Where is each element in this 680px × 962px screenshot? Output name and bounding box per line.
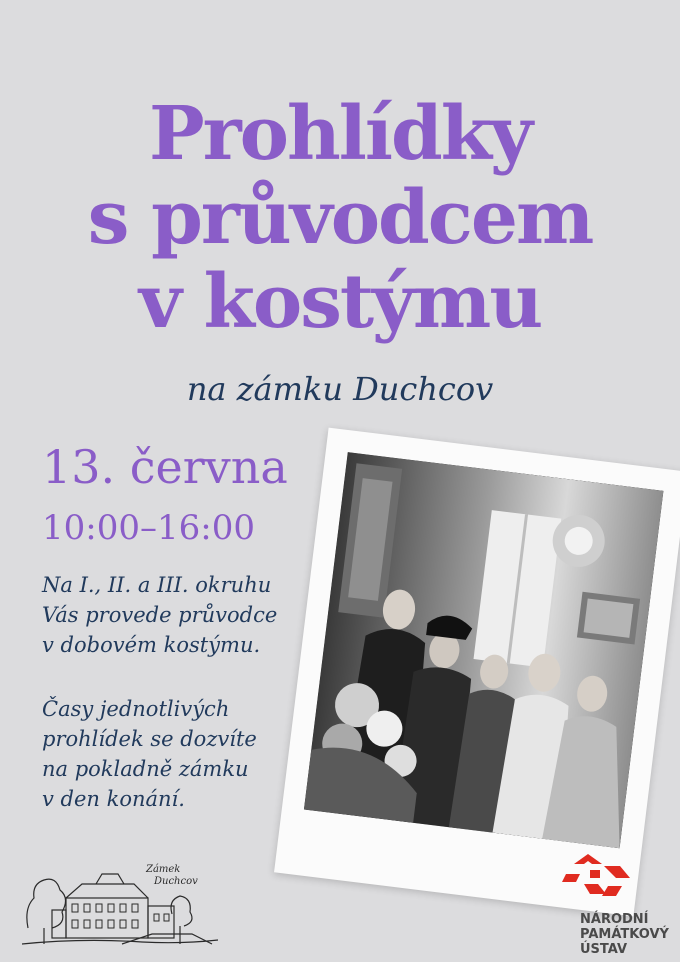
polaroid-photo-frame (274, 428, 680, 917)
title-line-3: v kostýmu (138, 259, 542, 345)
info-paragraph-1 (42, 570, 342, 660)
info-paragraph-2-line: prohlídek se dozvíte (42, 727, 257, 751)
npu-logo-line: PAMÁTKOVÝ (580, 927, 669, 942)
castle-caption-1: Zámek (146, 864, 181, 875)
npu-logo-text (580, 912, 669, 957)
info-paragraph-2-line: na pokladně zámku (42, 757, 249, 781)
info-paragraph-2-line: Časy jednotlivých (42, 697, 230, 721)
photo-illustration (304, 452, 664, 848)
title-line-1: Prohlídky (148, 91, 532, 177)
poster-title (0, 92, 680, 344)
event-date: 13. června (42, 440, 288, 494)
costumed-guides-photo (304, 452, 664, 848)
info-paragraph-2-line: v den konání. (42, 787, 185, 811)
info-paragraph-1-line: Vás provede průvodce (42, 603, 278, 627)
npu-logo (560, 852, 676, 960)
npu-logo-line: ÚSTAV (580, 942, 628, 957)
info-paragraph-1-line: Na I., II. a III. okruhu (42, 573, 272, 597)
title-line-2: s průvodcem (87, 175, 593, 261)
castle-caption-2: Duchcov (154, 876, 198, 887)
castle-sketch (22, 858, 218, 950)
poster-subtitle: na zámku Duchcov (186, 370, 494, 408)
info-paragraph-1-line: v dobovém kostýmu. (42, 633, 261, 657)
npu-logo-icon (560, 852, 640, 908)
castle-icon (22, 858, 218, 950)
npu-logo-line: NÁRODNÍ (580, 912, 649, 927)
event-time: 10:00–16:00 (42, 508, 255, 548)
